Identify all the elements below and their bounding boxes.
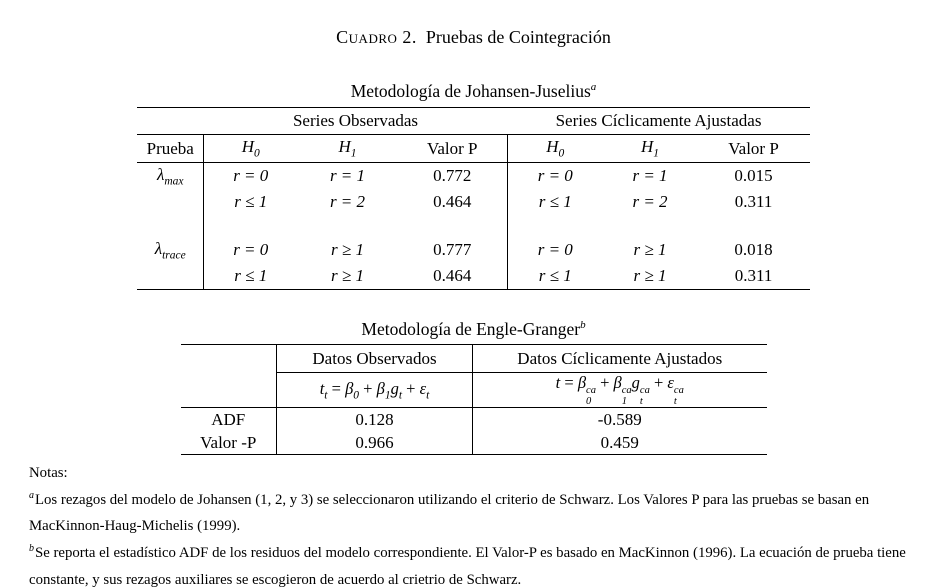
col-header-h1-adjusted: $H_1$ <box>603 135 698 163</box>
h0-cell: r ≤ 1 <box>203 263 297 290</box>
empty-cell <box>181 373 277 408</box>
col-header-valorp-observed: Valor P <box>397 135 507 163</box>
spacer-row <box>137 215 809 237</box>
johansen-subtitle <box>0 81 947 102</box>
pvalue-row <box>181 431 767 455</box>
lambda-trace-row-1 <box>137 237 809 263</box>
test-name-lambda-trace: $\lambda_{trace}$ <box>154 238 186 262</box>
empty-cell <box>137 108 203 135</box>
pvalue-cell: 0.464 <box>433 192 472 211</box>
group-header-observed: Series Observadas <box>203 108 507 135</box>
engle-note-marker: b <box>580 319 586 332</box>
notes-section <box>29 460 929 588</box>
h0-cell: r = 0 <box>203 237 297 263</box>
pvalue-observed-value: 0.966 <box>277 431 473 455</box>
pvalue-cell: 0.015 <box>734 166 773 185</box>
table-caption <box>0 0 947 48</box>
engle-table <box>181 344 767 455</box>
note-a-text: Los rezagos del modelo de Johansen (1, 2, y 3) se seleccionaron utilizando el criterio de Schwarz. Los Valores P para las pruebas se basan en MacKinnon-Haug-Michelis (1999). <box>29 491 870 535</box>
pvalue-cell: 0.018 <box>734 240 773 259</box>
h1-cell: r = 1 <box>632 166 668 185</box>
col-header-h1-observed: $H_1$ <box>297 135 397 163</box>
empty-cell <box>181 345 277 373</box>
johansen-note-marker: a <box>590 81 597 94</box>
note-b-text: Se reporta el estadístico ADF de los residuos del modelo correspondiente. El Valor-P es basado en MacKinnon (1996). La ecuación de prueba tiene constante, y sus rezagos auxiliares se escogieron de acuerdo al crietrio de Schwarz. <box>29 544 906 588</box>
adf-adjusted-value: -0.589 <box>473 408 767 432</box>
regression-formula-observed: $t_t = \beta_0 + \beta_1g_t + \varepsilon_t$ <box>277 373 473 408</box>
regression-formula-adjusted: t = β ca 0 + β ca 1 g ca t + ε ca t <box>473 373 767 408</box>
engle-subtitle <box>0 319 947 340</box>
h1-cell: r = 2 <box>632 192 668 211</box>
notes-label: Notas: <box>29 465 68 482</box>
caption-label: Cuadro 2. <box>336 27 417 47</box>
h1-cell: r ≥ 1 <box>633 240 667 259</box>
johansen-table <box>137 107 809 290</box>
h0-cell: r = 0 <box>203 163 297 190</box>
h0-cell: r ≤ 1 <box>508 189 603 215</box>
col-header-prueba: Prueba <box>137 135 203 163</box>
adf-row <box>181 408 767 432</box>
engle-subtitle-text: Metodología de Engle-Granger <box>361 319 581 339</box>
pvalue-cell: 0.464 <box>433 266 472 285</box>
h1-cell: r = 2 <box>329 192 366 211</box>
h0-cell: r ≤ 1 <box>203 189 297 215</box>
adf-observed-value: 0.128 <box>277 408 473 432</box>
engle-header-row <box>181 345 767 373</box>
formula-row <box>181 373 767 408</box>
note-b <box>29 540 929 588</box>
h0-cell: r = 0 <box>508 163 603 190</box>
column-header-row <box>137 135 809 163</box>
h0-cell: r ≤ 1 <box>508 263 603 290</box>
group-header-row <box>137 108 809 135</box>
h0-cell: r = 0 <box>508 237 603 263</box>
pvalue-cell: 0.311 <box>734 192 773 211</box>
h1-cell: r ≥ 1 <box>331 240 364 259</box>
col-header-datos-ajustados: Datos Cíclicamente Ajustados <box>473 345 767 373</box>
lambda-trace-row-2 <box>137 263 809 290</box>
johansen-subtitle-text: Metodología de Johansen-Juselius <box>350 81 591 101</box>
caption-text: Pruebas de Cointegración <box>425 27 611 47</box>
col-header-valorp-adjusted: Valor P <box>698 135 810 163</box>
row-label-adf: ADF <box>211 409 246 429</box>
pvalue-cell: 0.777 <box>433 240 472 259</box>
lambda-max-row-2 <box>137 189 809 215</box>
test-name-lambda-max: $\lambda_{max}$ <box>156 164 184 188</box>
h1-cell: r ≥ 1 <box>633 266 667 285</box>
h1-cell: r ≥ 1 <box>331 266 364 285</box>
empty-cell <box>137 263 203 290</box>
note-a <box>29 487 929 540</box>
pvalue-cell: 0.311 <box>734 266 773 285</box>
col-header-h0-observed: $H_0$ <box>203 135 297 163</box>
row-label-valor-p: Valor -P <box>200 432 257 452</box>
group-header-adjusted: Series Cíclicamente Ajustadas <box>508 108 810 135</box>
lambda-max-row-1 <box>137 163 809 190</box>
pvalue-cell: 0.772 <box>433 166 472 185</box>
note-b-marker: b <box>29 542 34 554</box>
note-a-marker: a <box>29 489 34 501</box>
col-header-h0-adjusted: $H_0$ <box>508 135 603 163</box>
h1-cell: r = 1 <box>329 166 366 185</box>
col-header-datos-observados: Datos Observados <box>277 345 473 373</box>
pvalue-adjusted-value: 0.459 <box>473 431 767 455</box>
empty-cell <box>137 189 203 215</box>
